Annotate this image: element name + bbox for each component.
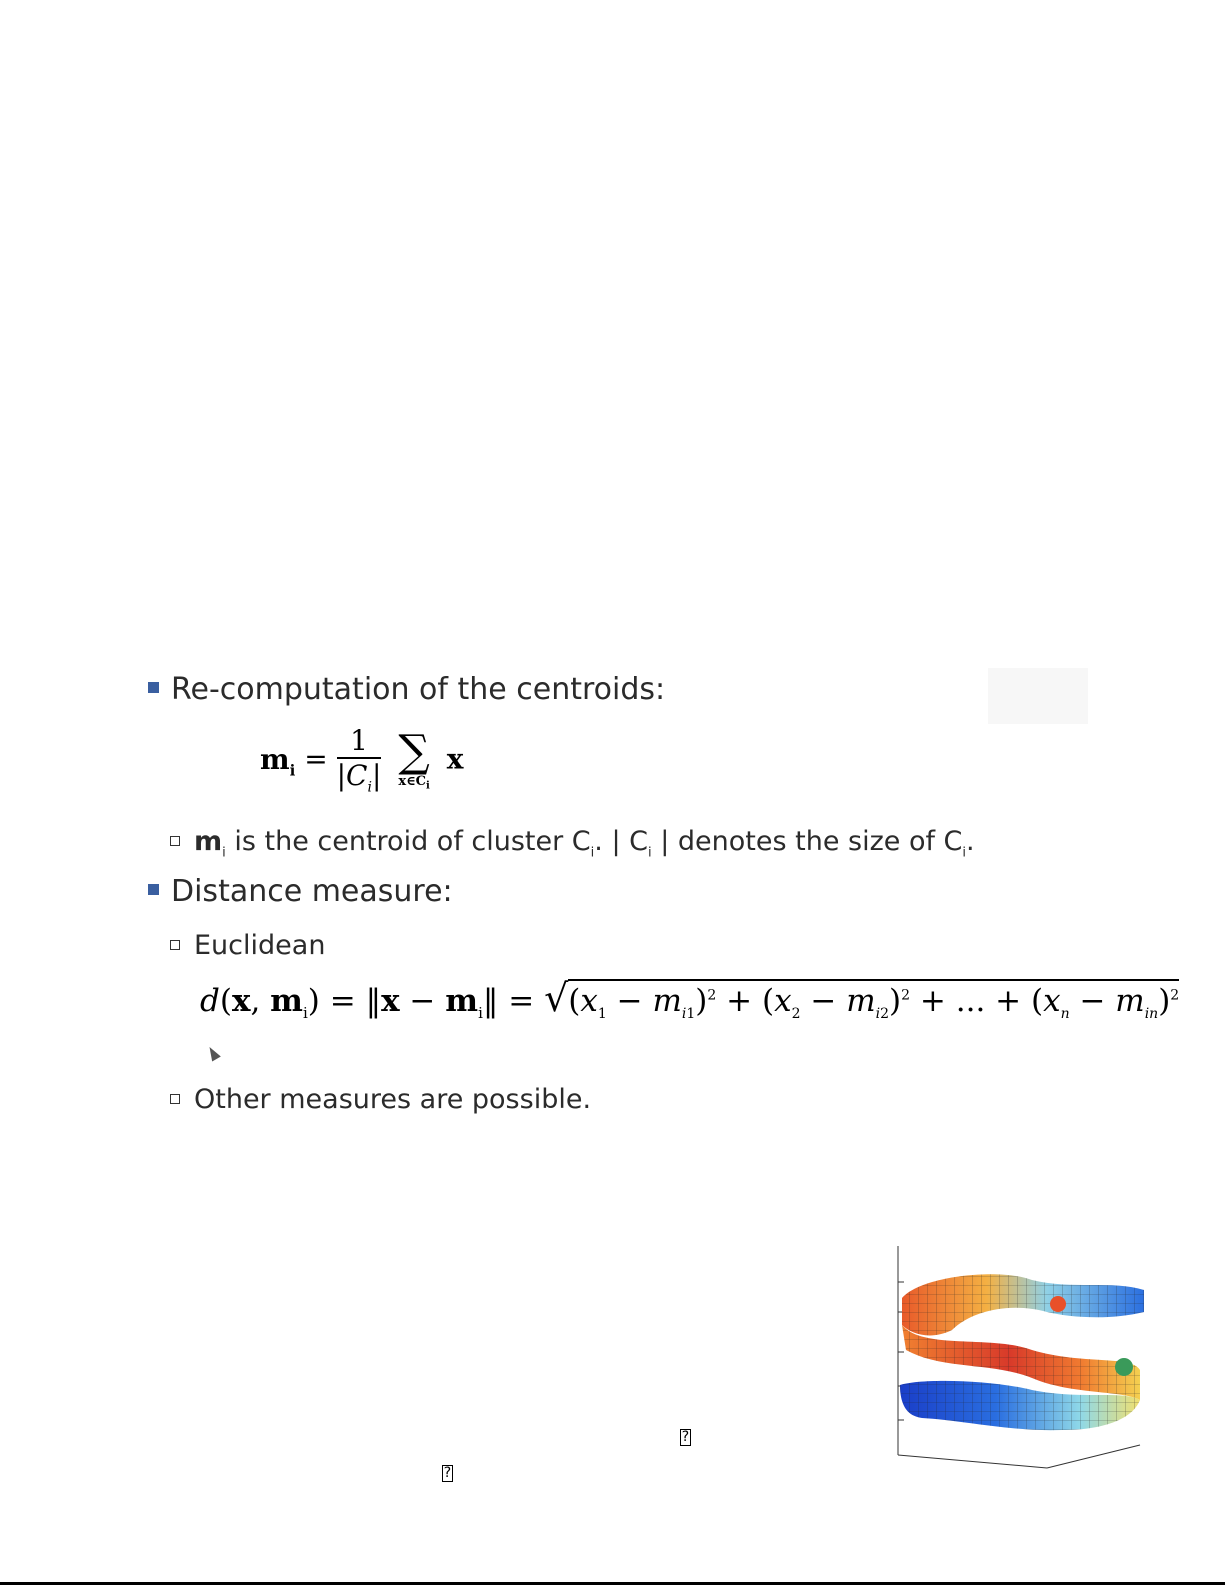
fraction-denominator: $|C_i|$ [336, 758, 382, 796]
green-marker [1115, 1358, 1133, 1376]
faint-background-box [988, 668, 1088, 724]
bullet-square-icon [148, 682, 159, 693]
formula-fraction [337, 726, 382, 796]
summation [398, 726, 430, 792]
sub-bullet-square-icon [170, 1094, 180, 1104]
sub-bullet-other-measures: Other measures are possible. [170, 1084, 591, 1115]
pointer-cursor-icon [205, 1044, 221, 1061]
fraction-numerator: 1 [337, 726, 382, 759]
sqrt-expression: $√(x_1 - m_{i1})^2 + (x_2 - m_{i2})^2$ + ... + $(x_n - m_{in})^2$ [544, 976, 1180, 1023]
centroid-formula [260, 726, 463, 796]
formula-rhs: x [446, 742, 464, 776]
distance-formula: d(x, $m_i$) = ‖x − $m_i‖ = √(x_1 - m_{i1})^2 + (x_2 - m_{i2})^2$ + ... + $(x_n - m_{in})^2$ [200, 976, 1180, 1023]
bullet-distance-measure [148, 874, 453, 909]
sigma-symbol: ∑ [398, 726, 430, 778]
summation-index: $x\in C_i$ [398, 774, 430, 792]
bullet-recomputation [148, 672, 665, 707]
sub-bullet-square-icon [170, 940, 180, 950]
bullet-text: Distance measure: [171, 874, 453, 909]
equals-sign: = [304, 742, 328, 776]
missing-glyph-box: ? [443, 1465, 452, 1481]
red-marker [1050, 1296, 1066, 1312]
sub-bullet-euclidean: Euclidean [170, 930, 325, 961]
surface-plot-svg [882, 1240, 1147, 1470]
sub-bullet-centroid-definition: $m_i$ is the centroid of cluster $C_i$. | $C_i$ | denotes the size of $C_i$. [170, 826, 975, 860]
sub-bullet-square-icon [170, 836, 180, 846]
s-curve-surface-plot [882, 1240, 1147, 1470]
slide-content [130, 660, 1180, 1140]
bullet-text: Re-computation of the centroids: [171, 672, 666, 707]
bullet-square-icon [148, 884, 159, 895]
formula-lhs: $m_i$ [260, 742, 296, 780]
missing-glyph-box: ? [681, 1429, 690, 1445]
